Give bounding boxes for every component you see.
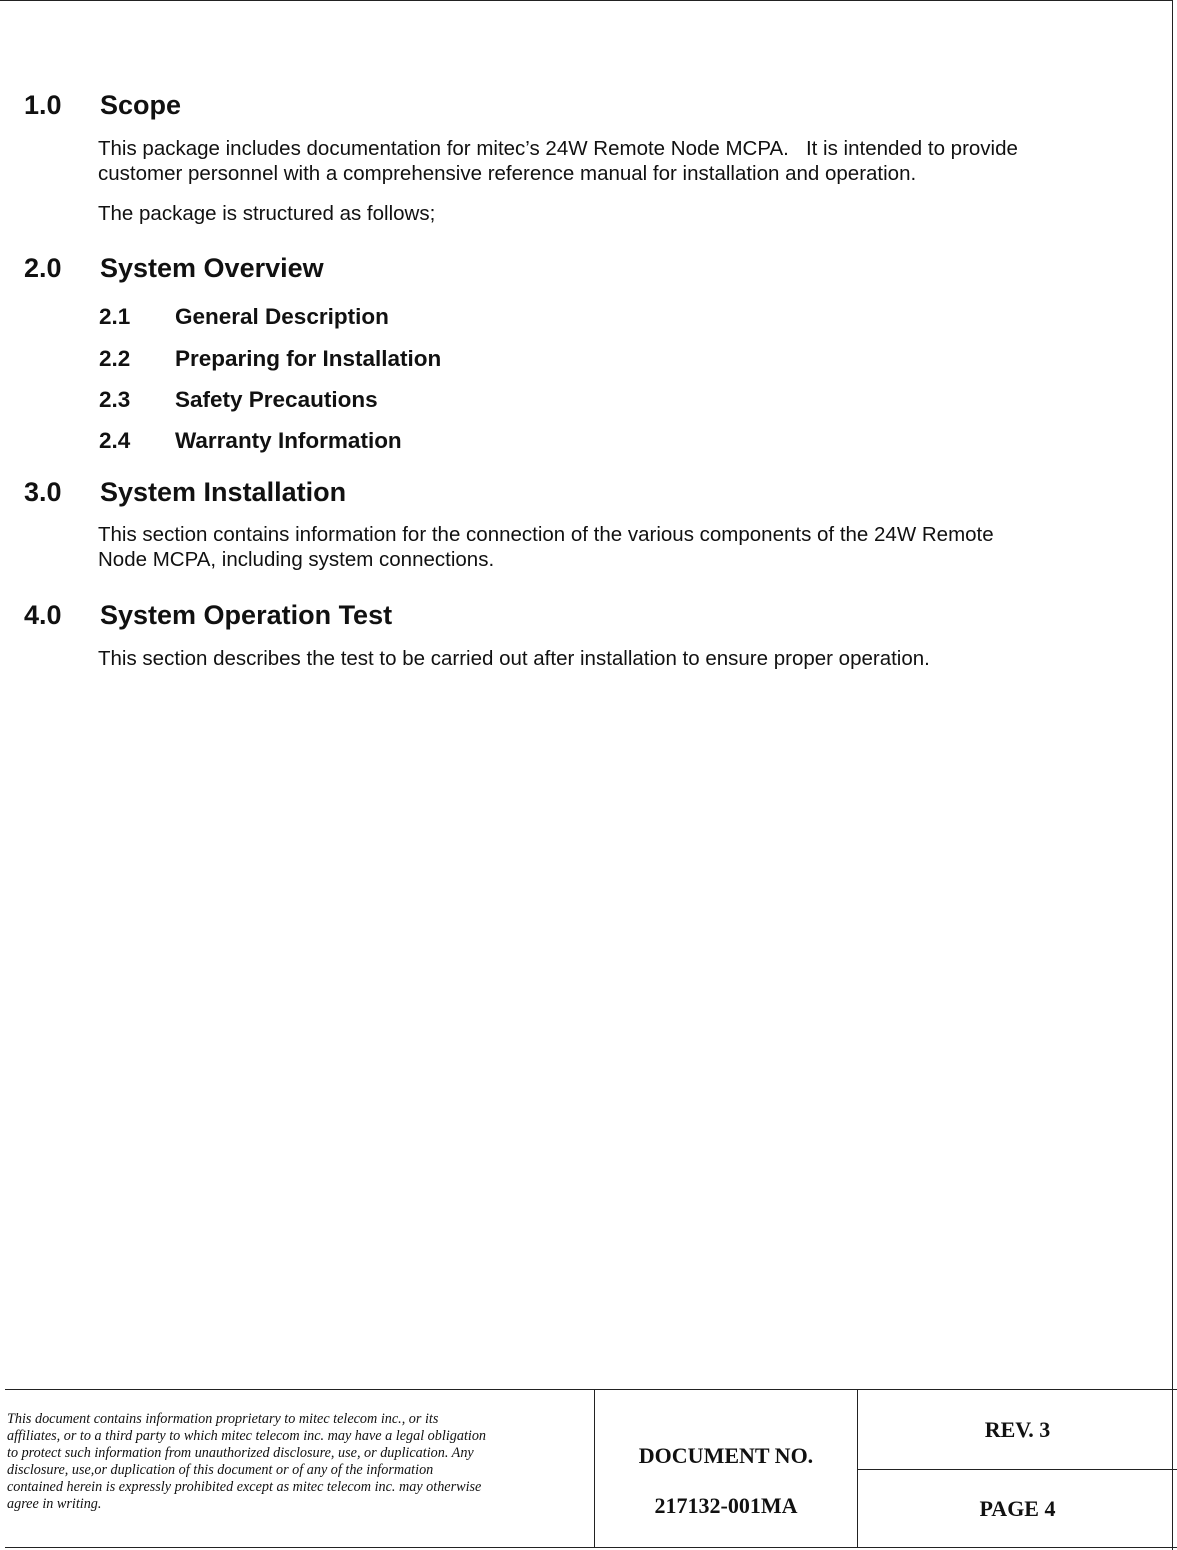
section-number: 3.0: [24, 477, 62, 507]
legal-line: This document contains information proprietary to mitec telecom inc., or its: [7, 1411, 439, 1427]
document-number-cell: [595, 1390, 858, 1547]
installation-line-2: Node MCPA, including system connections.: [98, 548, 495, 571]
subsection-title: General Description: [175, 304, 389, 329]
subsection-number: 2.1: [99, 304, 131, 329]
document-number-label: DOCUMENT NO.: [638, 1443, 814, 1468]
operation-test-paragraph: This section describes the test to be carried out after installation to ensure proper operation.: [98, 647, 930, 670]
section-heading-operation-test: [24, 599, 392, 631]
scope-structure-note: The package is structured as follows;: [98, 202, 436, 225]
legal-line: affiliates, or to a third party to which mitec telecom inc. may have a legal obligation: [7, 1428, 487, 1444]
subsection-title: Warranty Information: [175, 428, 402, 453]
subsection-title: Safety Precautions: [175, 387, 378, 412]
subsection-number: 2.3: [99, 387, 131, 412]
scope-line-1: This package includes documentation for mitec’s 24W Remote Node MCPA. It is intended to provide: [98, 137, 1018, 160]
document-number-value: 217132-001MA: [654, 1493, 798, 1518]
revision-cell: REV. 3: [858, 1390, 1177, 1470]
proprietary-notice: [5, 1390, 595, 1547]
section-heading-installation: [24, 476, 346, 508]
section-title: System Installation: [100, 477, 347, 507]
installation-line-1: This section contains information for the connection of the various components of the 24W Remote: [98, 523, 994, 546]
section-number: 2.0: [24, 253, 62, 283]
scope-paragraph: [98, 136, 1158, 186]
section-heading-overview: [24, 252, 324, 284]
subsection-2-1: [99, 303, 389, 331]
section-heading-scope: [24, 89, 181, 121]
subsection-title: Preparing for Installation: [175, 346, 442, 371]
section-title: System Operation Test: [100, 600, 393, 630]
document-footer: [5, 1389, 1177, 1548]
section-title: Scope: [100, 90, 182, 120]
installation-paragraph: [98, 522, 1158, 572]
page-number-cell: PAGE 4: [979, 1496, 1056, 1521]
section-number: 1.0: [24, 90, 62, 120]
subsection-2-3: [99, 386, 378, 414]
legal-line: disclosure, use,or duplication of this document or of any of the information: [7, 1462, 434, 1478]
subsection-number: 2.4: [99, 428, 131, 453]
legal-line: to protect such information from unauthorized disclosure, use, or duplication. Any: [7, 1445, 474, 1461]
legal-line: contained herein is expressly prohibited except as mitec telecom inc. may otherwise: [7, 1479, 482, 1495]
section-number: 4.0: [24, 600, 62, 630]
subsection-2-2: [99, 345, 441, 373]
subsection-number: 2.2: [99, 346, 131, 371]
subsection-2-4: [99, 427, 402, 455]
scope-line-2: customer personnel with a comprehensive reference manual for installation and operation.: [98, 162, 917, 185]
section-title: System Overview: [100, 253, 324, 283]
legal-line: agree in writing.: [7, 1496, 102, 1512]
